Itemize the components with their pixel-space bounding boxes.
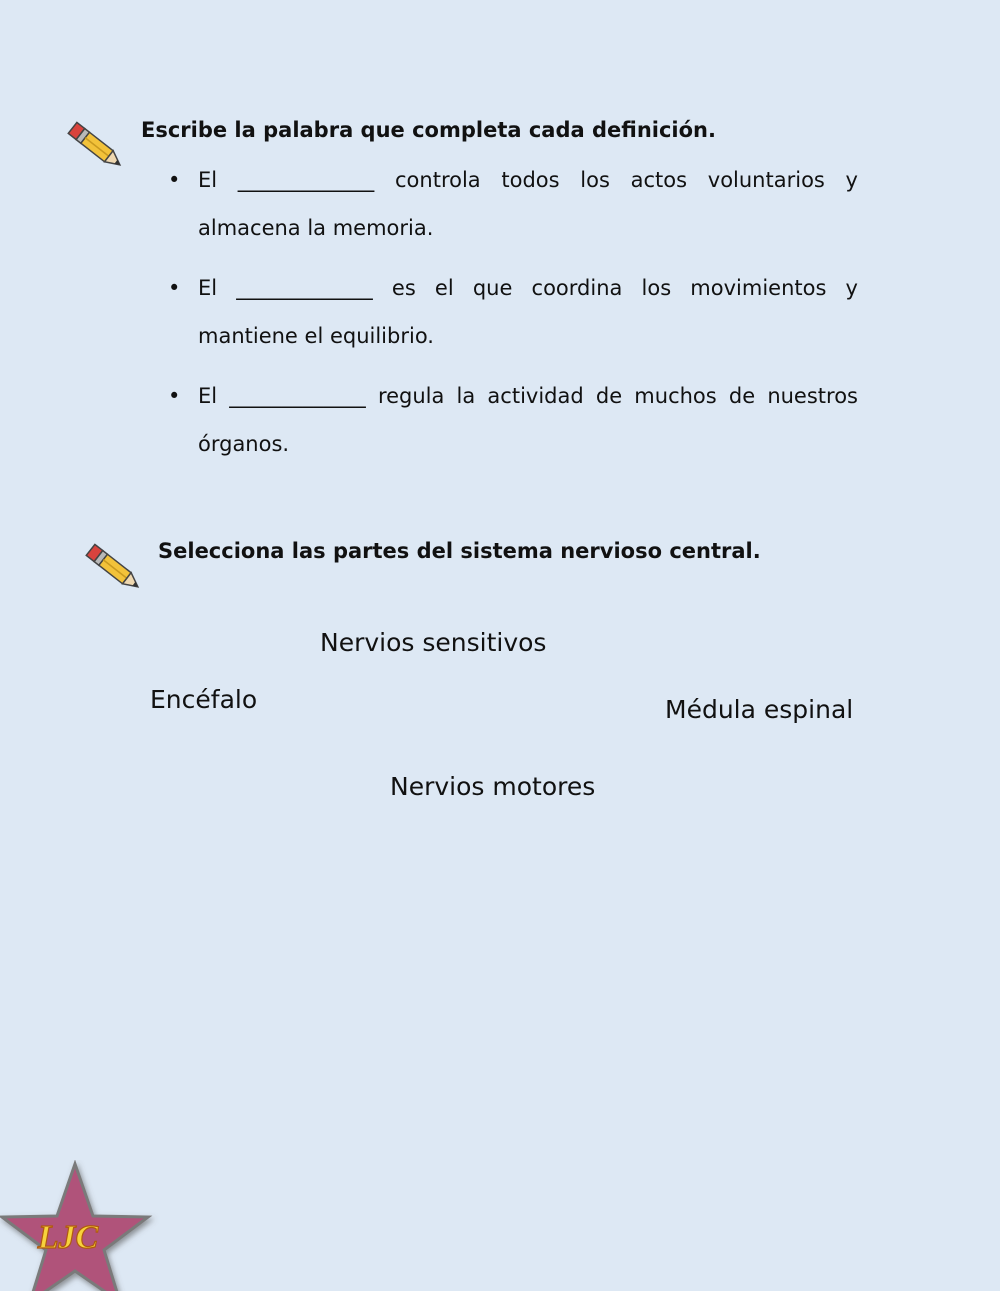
option-medula-espinal[interactable]: Médula espinal bbox=[665, 695, 854, 724]
instruction-select-parts: Selecciona las partes del sistema nervioso central. bbox=[158, 539, 761, 563]
option-encefalo[interactable]: Encéfalo bbox=[150, 685, 258, 714]
definition-list bbox=[168, 156, 858, 480]
pencil-icon bbox=[82, 538, 148, 600]
logo-text: LJC bbox=[37, 1219, 99, 1256]
option-nervios-motores[interactable]: Nervios motores bbox=[390, 772, 596, 801]
pencil-icon bbox=[64, 116, 130, 178]
ljc-star-logo bbox=[0, 1160, 160, 1291]
definition-item[interactable]: • El _____________ es el que coordina los movimientos y mantiene el equilibrio. bbox=[168, 264, 858, 360]
definition-item[interactable]: • El _____________ controla todos los actos voluntarios y almacena la memoria. bbox=[168, 156, 858, 252]
option-nervios-sensitivos[interactable]: Nervios sensitivos bbox=[320, 628, 547, 657]
definition-item[interactable]: • El _____________ regula la actividad de muchos de nuestros órganos. bbox=[168, 372, 858, 468]
instruction-write-word: Escribe la palabra que completa cada definición. bbox=[141, 118, 716, 142]
